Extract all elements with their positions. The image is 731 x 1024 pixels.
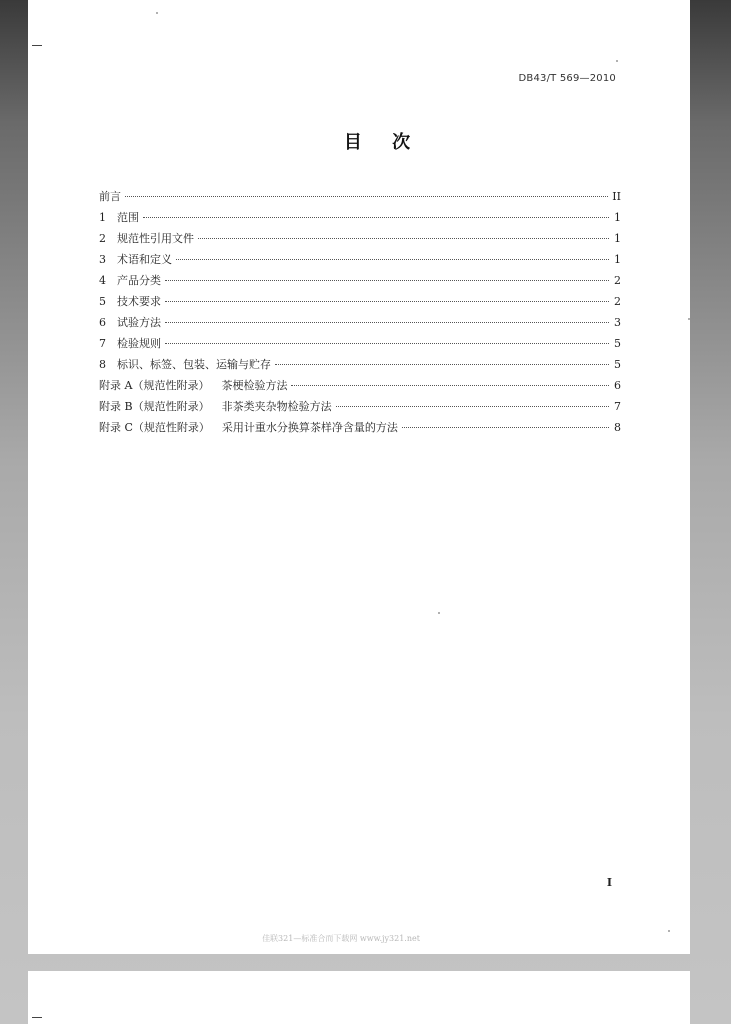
toc-entry-page: II: [612, 190, 621, 203]
toc-entry-page: 8: [614, 421, 621, 434]
dot-leader: [165, 343, 609, 344]
toc-entry-4[interactable]: [99, 272, 621, 293]
toc-entry-text: 前言: [99, 190, 121, 203]
toc-entry-number: 附录 C（规范性附录）: [99, 421, 210, 434]
toc-entry-preface[interactable]: [99, 188, 621, 209]
margin-mark: [32, 45, 42, 46]
dot-leader: [176, 259, 609, 260]
footer-watermark: 佳联321—标准合而下载网 www.jy321.net: [262, 934, 420, 943]
toc-entry-text: 非茶类夹杂物检验方法: [221, 400, 332, 413]
toc-title: 目 次: [343, 132, 411, 153]
toc-entry-6[interactable]: [99, 314, 621, 335]
toc-entry-page: 1: [614, 253, 621, 266]
toc-entry-text: 采用计重水分换算茶样净含量的方法: [221, 421, 398, 434]
toc-entry-text: 试验方法: [117, 316, 161, 329]
standard-code: DB43/T 569—2010: [518, 73, 616, 84]
toc-entry-number: 1: [99, 211, 106, 224]
toc-entry-number: 2: [99, 232, 106, 245]
toc-entry-appendix-a[interactable]: [99, 377, 621, 398]
toc-entry-3[interactable]: [99, 251, 621, 272]
toc-entry-text: 技术要求: [117, 295, 161, 308]
toc-entry-page: 3: [614, 316, 621, 329]
toc-entry-page: 2: [614, 274, 621, 287]
toc-entry-number: 3: [99, 253, 106, 266]
toc-entry-appendix-c[interactable]: [99, 419, 621, 440]
toc-entry-text: 范围: [117, 211, 139, 224]
page-number: I: [606, 876, 612, 889]
scan-speck: [156, 12, 158, 14]
margin-mark: [32, 1017, 42, 1018]
toc-entry-text: 检验规则: [117, 337, 161, 350]
table-of-contents: [99, 188, 621, 440]
toc-entry-page: 7: [614, 400, 621, 413]
scan-speck: [616, 60, 618, 62]
dot-leader: [165, 280, 609, 281]
toc-entry-number: 7: [99, 337, 106, 350]
toc-entry-page: 5: [614, 337, 621, 350]
toc-entry-8[interactable]: [99, 356, 621, 377]
toc-entry-number: 附录 B（规范性附录）: [99, 400, 210, 413]
toc-entry-page: 2: [614, 295, 621, 308]
scan-speck: [688, 318, 690, 320]
toc-entry-page: 5: [614, 358, 621, 371]
toc-entry-text: 规范性引用文件: [117, 232, 194, 245]
toc-entry-text: 茶梗检验方法: [221, 379, 288, 392]
toc-entry-text: 术语和定义: [117, 253, 172, 266]
dot-leader: [125, 196, 608, 197]
toc-entry-text: 产品分类: [117, 274, 161, 287]
toc-entry-number: 附录 A（规范性附录）: [99, 379, 210, 392]
toc-entry-page: 1: [614, 211, 621, 224]
toc-entry-appendix-b[interactable]: [99, 398, 621, 419]
dot-leader: [165, 322, 609, 323]
toc-entry-number: 6: [99, 316, 106, 329]
toc-entry-7[interactable]: [99, 335, 621, 356]
dot-leader: [198, 238, 609, 239]
toc-entry-number: 8: [99, 358, 106, 371]
toc-entry-1[interactable]: [99, 209, 621, 230]
toc-entry-number: 5: [99, 295, 106, 308]
scan-speck: [438, 612, 440, 614]
toc-entry-page: 1: [614, 232, 621, 245]
dot-leader: [143, 217, 609, 218]
dot-leader: [275, 364, 609, 365]
toc-entry-5[interactable]: [99, 293, 621, 314]
next-document-page: [28, 971, 690, 1024]
dot-leader: [402, 427, 609, 428]
toc-entry-number: 4: [99, 274, 106, 287]
toc-entry-text: 标识、标签、包装、运输与贮存: [117, 358, 271, 371]
document-page: [28, 0, 690, 954]
scan-speck: [668, 930, 670, 932]
toc-entry-2[interactable]: [99, 230, 621, 251]
dot-leader: [336, 406, 609, 407]
dot-leader: [291, 385, 609, 386]
toc-entry-page: 6: [614, 379, 621, 392]
dot-leader: [165, 301, 609, 302]
